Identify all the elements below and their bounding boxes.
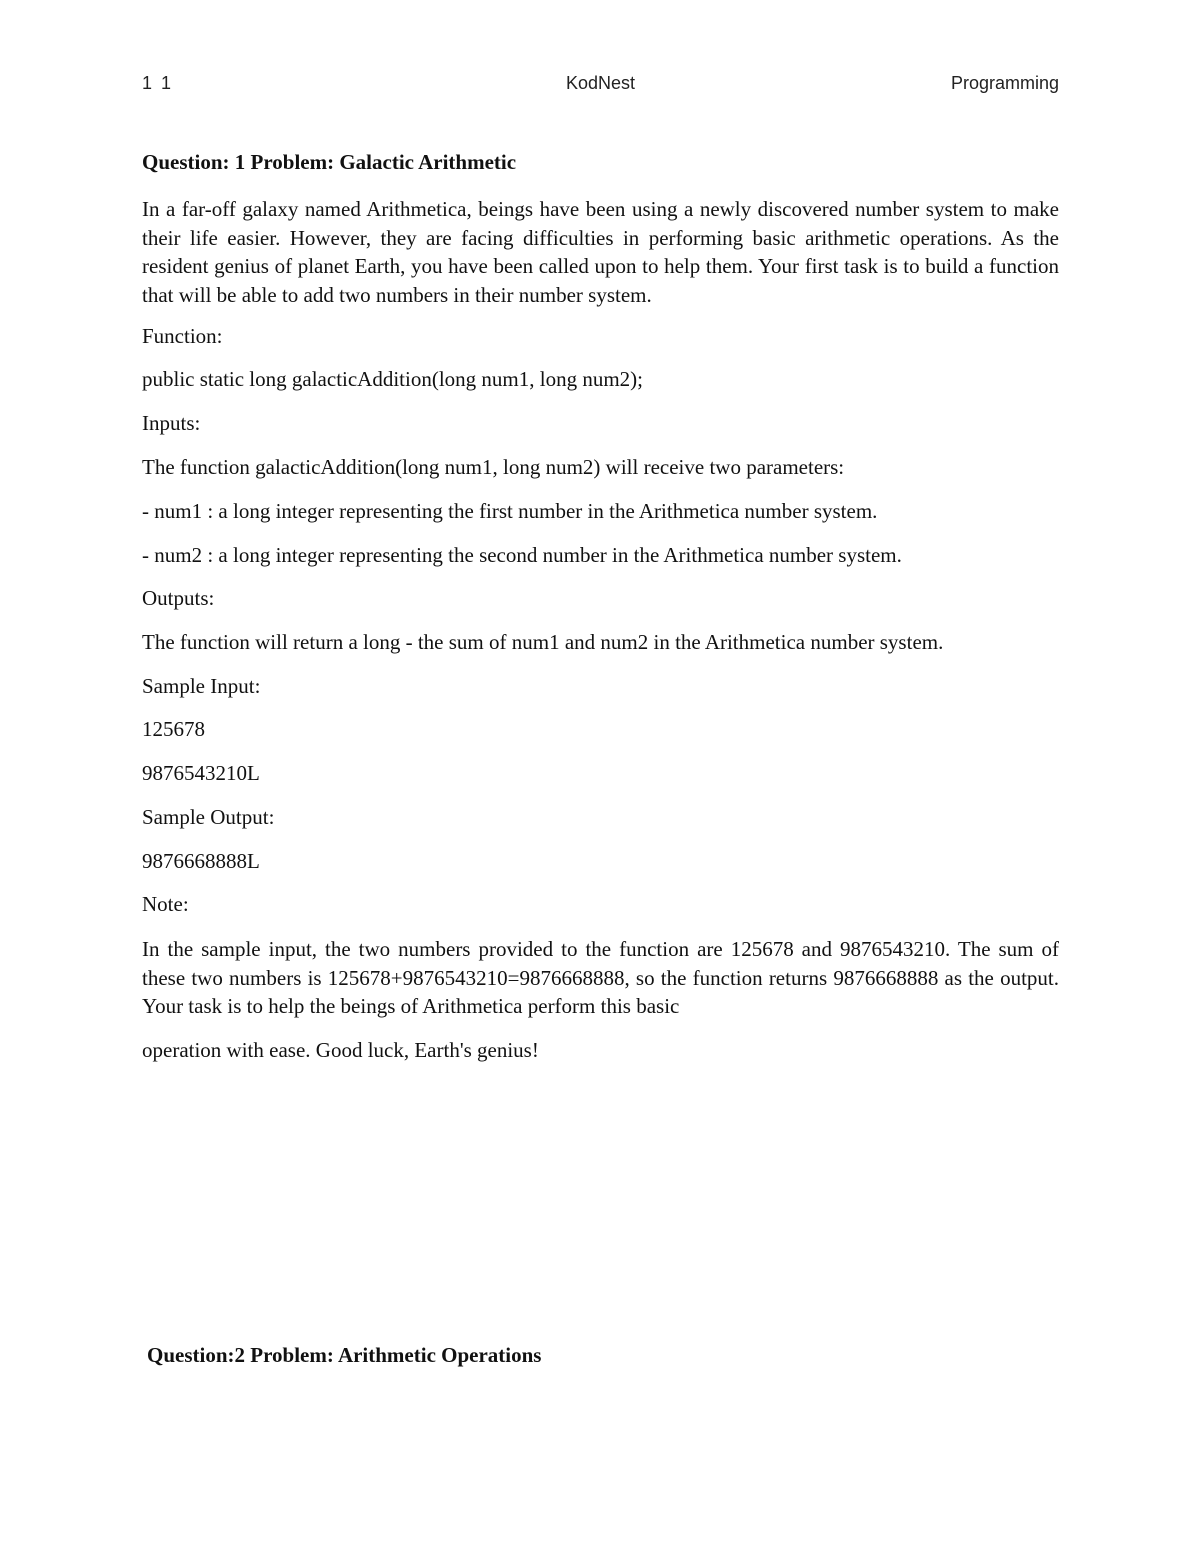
function-signature: public static long galacticAddition(long num1, long num2);	[142, 367, 644, 391]
sample-input-1: 125678	[142, 717, 205, 741]
page-header	[142, 73, 1059, 99]
outputs-description: The function will return a long - the sum of num1 and num2 in the Arithmetica number system.	[142, 630, 944, 654]
outputs-label: Outputs:	[142, 586, 215, 610]
question-1-intro: In a far-off galaxy named Arithmetica, beings have been using a newly discovered number system to make their life easier. However, they are facing difficulties in performing basic arithmetic operations. As the resident genius of planet Earth, you have been called upon to help them. Your first task is to build a function that will be able to add two numbers in their number system.	[142, 197, 1059, 307]
input-num2-description: - num2 : a long integer representing the second number in the Arithmetica number system.	[142, 543, 902, 567]
sample-output: 9876668888L	[142, 849, 260, 873]
question-1-title: Question: 1 Problem: Galactic Arithmetic	[142, 150, 517, 174]
inputs-label: Inputs:	[142, 411, 201, 435]
header-org: KodNest	[565, 73, 636, 93]
page-number: 1 1	[142, 73, 174, 93]
function-label: Function:	[142, 324, 223, 348]
sample-input-2: 9876543210L	[142, 761, 260, 785]
sample-output-label: Sample Output:	[142, 805, 275, 829]
note-label: Note:	[142, 892, 189, 916]
sample-input-label: Sample Input:	[142, 674, 261, 698]
input-num1-description: - num1 : a long integer representing the first number in the Arithmetica number system.	[142, 499, 878, 523]
inputs-description: The function galacticAddition(long num1, long num2) will receive two parameters:	[142, 455, 845, 479]
header-subject: Programming	[950, 73, 1059, 93]
question-2-title: Question:2 Problem: Arithmetic Operations	[147, 1343, 542, 1367]
note-text: In the sample input, the two numbers provided to the function are 125678 and 9876543210. The sum of these two numbers is 125678+9876543210=9876668888, so the function returns 9876668888 as the output. Your task is to help the beings of Arithmetica perform this basic	[142, 937, 1059, 1018]
note-text-end: operation with ease. Good luck, Earth's genius!	[142, 1038, 539, 1062]
